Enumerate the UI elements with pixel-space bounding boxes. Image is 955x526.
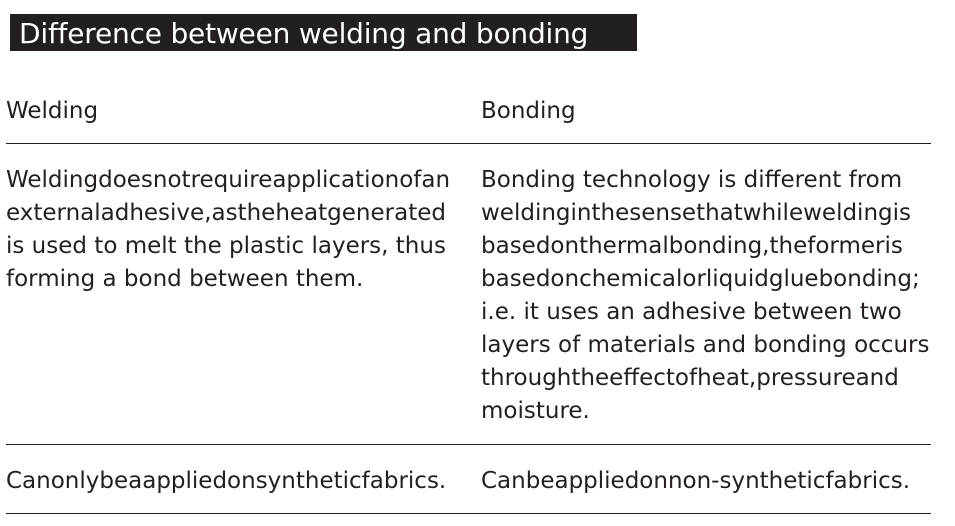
page-title: Difference between welding and bonding [19, 17, 589, 50]
cell-text-line: Bonding technology is different from [481, 167, 903, 193]
cell-text-line: forming a bond between them. [6, 266, 364, 292]
cell-text-line: basedonthermalbonding,theformeris [481, 233, 903, 259]
cell-text-line: i.e. it uses an adhesive between two [481, 299, 902, 325]
table-cell-bonding: Canbeappliedonnon-syntheticfabrics. [481, 468, 911, 494]
cell-text-line: Weldingdoesnotrequireapplicationofan [6, 167, 451, 193]
table-cell-welding: Canonlybeaappliedonsyntheticfabrics. [6, 468, 447, 494]
cell-text-line: externaladhesive,astheheatgenerated [6, 200, 446, 226]
header-divider [6, 143, 931, 144]
table-bottom-rule [6, 513, 931, 514]
cell-text-line: basedonchemicalorliquidgluebonding; [481, 266, 920, 292]
column-header-bonding: Bonding [481, 98, 576, 124]
cell-text-line: is used to melt the plastic layers, thus [6, 233, 446, 259]
cell-text-line: layers of materials and bonding occurs [481, 332, 930, 358]
row-divider [6, 444, 931, 445]
cell-text-line: moisture. [481, 398, 590, 424]
cell-text-line: weldinginthesensethatwhileweldingis [481, 200, 911, 226]
cell-text-line: throughtheeffectofheat,pressureand [481, 365, 899, 391]
title-banner [10, 14, 637, 51]
column-header-welding: Welding [6, 98, 99, 124]
